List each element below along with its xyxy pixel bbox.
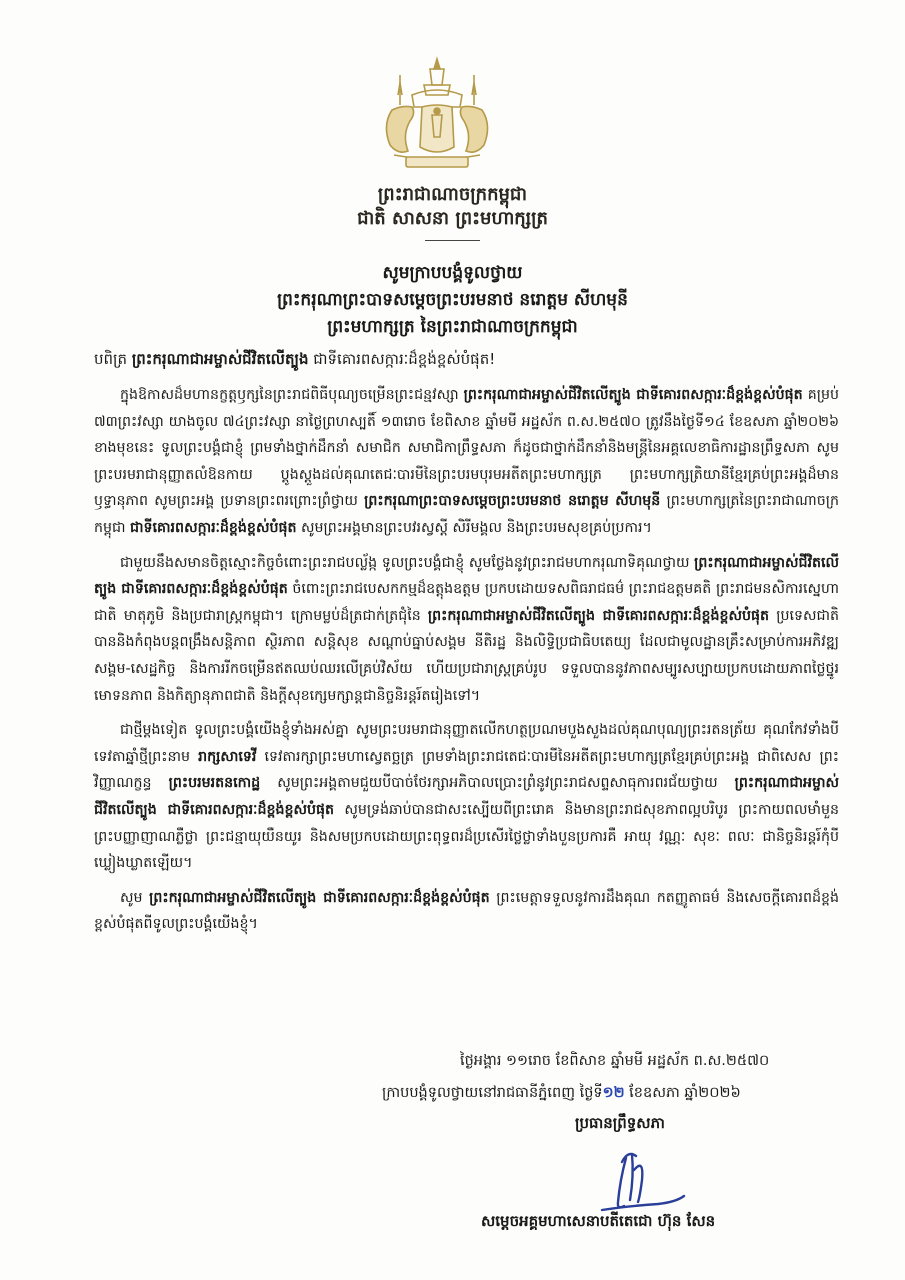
royal-title-text: ព្រះករុណាជាអម្ចាស់ជីវិតលើត្បូង ជាទីគោរពសក្ការៈដ៏ខ្ពង់ខ្ពស់បំផុត — [427, 607, 770, 624]
national-motto: ជាតិ សាសនា ព្រះមហាក្សត្រ — [357, 208, 548, 229]
body-text-run: សូមទ្រង់ឆាប់បានជាសះស្បើយពីព្រះរោគ និងមានព្រះរាជសុខភាពល្អបរិបូរ ព្រះកាយពលមាំមួន ព្រះបញ្ញាញាណភ្លឺថ្លា ព្រះជន្មាយុយឺនយូរ និងសមប្រកបដោយព្រះពុទ្ធពរដ៏ប្រសើរថ្លៃថ្លាទាំងបួនប្រការគឺ អាយុ វណ្ណៈ សុខៈ ពលៈ ជានិច្ចនិរន្តរ៍កុំបីឃ្លៀងឃ្លាតឡើយ។ — [94, 801, 839, 872]
royal-title-text: ព្រះករុណាជាអម្ចាស់ជីវិតលើត្បូង ជាទីគោរពសក្ការៈដ៏ខ្ពង់ខ្ពស់បំផុត — [463, 387, 803, 403]
handwritten-signature-icon — [598, 1140, 688, 1222]
paragraph-2 — [94, 550, 839, 710]
body-text-run: ជាមួយនឹងសមានចិត្តស្មោះកិច្ចចំពោះព្រះរាជបល្ល័ង្ក ទូលព្រះបង្គំជាខ្ញុំ សូមថ្លែងនូវព្រះរាជមហាករុណាទិគុណថ្វាយ — [120, 554, 695, 571]
paragraph-3 — [94, 717, 839, 877]
header-divider — [425, 240, 480, 241]
salutation-suffix: ជាទីគោរពសក្ការៈដ៏ខ្ពង់ខ្ពស់បំផុត! — [308, 350, 496, 368]
address-line-1: សូមក្រាបបង្គំទូលថ្វាយ — [382, 263, 523, 283]
place-date-suffix: ខែឧសភា ឆ្នាំ២០២៦ — [624, 1085, 741, 1101]
letter-body — [94, 382, 839, 946]
salutation-prefix: បពិត្រ — [94, 350, 132, 368]
handwritten-day: ១២ — [602, 1085, 625, 1101]
body-text-run: ចំពោះព្រះរាជបេសកកម្មដ៏ឧត្តុងឧត្តម ប្រកបដោយទសពិធរាជធម៌ ព្រះរាជឧត្តមគតិ ព្រះរាជមនសិការស្នេហាជាតិ មាតុភូមិ និងប្រជារាស្ត្រកម្ពុជា។ ក្រោមម្លប់ដ៏ត្រជាក់ត្រជុំនៃ — [94, 581, 839, 624]
signer-name: សម្តេចអគ្គមហាសេនាបតីតេជោ ហ៊ុន សែន — [481, 1212, 716, 1230]
salutation-royal-title: ព្រះករុណាជាអម្ចាស់ជីវិតលើត្បូង — [131, 350, 309, 368]
royal-title-text: រាក្សសាទេវី — [198, 748, 257, 765]
royal-title-text: ព្រះករុណាជាអម្ចាស់ជីវិតលើត្បូង ជាទីគោរពសក្ការៈដ៏ខ្ពង់ខ្ពស់បំផុត — [94, 775, 839, 818]
body-text-run: ព្រះមហាក្សត្រនៃព្រះរាជាណាចក្រកម្ពុជា — [94, 493, 839, 536]
address-line-3: ព្រះមហាក្សត្រ នៃព្រះរាជាណាចក្រកម្ពុជា — [327, 317, 578, 337]
royal-title-text: ព្រះករុណាជាអម្ចាស់ជីវិតលើត្បូង ជាទីគោរពសក្ការៈដ៏ខ្ពង់ខ្ពស់បំផុត — [94, 554, 839, 598]
body-text-run: ព្រះមេត្តាទទួលនូវការដឹងគុណ កតញ្ញូតាធម៌ និងសេចក្តីគោរពដ៏ខ្ពង់ខ្ពស់បំផុតពីទូលព្រះបង្គំយើងខ្ញុំ។ — [94, 889, 839, 933]
body-text-run: សូមព្រះអង្គតាមជួយបីបាច់ថែរក្សាអភិបាលប្រោះព្រំនូវព្រះរាជសព្ទសាធុការពរជ័យថ្វាយ — [260, 775, 735, 792]
royal-coat-of-arms-icon — [372, 55, 502, 175]
body-text-run: គម្រប់ ៧៣ព្រះវស្សា យាងចូល ៧៤ព្រះវស្សា នាថ្ងៃព្រហស្បតិ៍ ១៣រោច ខែពិសាខ ឆ្នាំមមី អដ្ឋស័ក ព.ស.២៥៧០ ត្រូវនឹងថ្ងៃទី១៤ ខែឧសភា ឆ្នាំ២០២៦ ខាងមុខនេះ ទូលព្រះបង្គំជាខ្ញុំ ព្រមទាំងថ្នាក់ដឹកនាំ សមាជិក សមាជិកាព្រឹទ្ធសភា ក៏ដូចជាថ្នាក់ដឹកនាំនិងមន្ត្រីនៃអគ្គលេខាធិការដ្ឋានព្រឹទ្ធសភា សូមព្រះបរមរាជានុញ្ញាតលំឱនកាយ ប្តូងស្តួងដល់គុណតេជៈបារមីនៃព្រះបរមបុរមអតីតព្រះមហាក្សត្រ ព្រះមហាក្សត្រិយានីខ្មែរគ្រប់ព្រះអង្គដ៏មានឫទ្ធានុភាព សូមព្រះអង្គ ប្រទានព្រះពរព្រោះព្រំថ្វាយ — [94, 387, 839, 510]
body-text-run: សូមព្រះអង្គមានព្រះបវរស្វស្តី សិរីមង្គល និងព្រះបរមសុខគ្រប់ប្រការ។ — [296, 519, 652, 536]
kingdom-title: ព្រះរាជាណាចក្រកម្ពុជា — [377, 184, 528, 205]
royal-title-text: ព្រះករុណាព្រះបាទសម្តេចព្រះបរមនាថ នរោត្តម សីហមុនី — [364, 493, 661, 510]
paragraph-1 — [94, 382, 839, 542]
address-line-2: ព្រះករុណាព្រះបាទសម្តេចព្រះបរមនាថ នរោត្តម សីហមុនី — [277, 290, 628, 310]
royal-title-text: ព្រះករុណាជាអម្ចាស់ជីវិតលើត្បូង ជាទីគោរពសក្ការៈដ៏ខ្ពង់ខ្ពស់បំផុត — [149, 889, 490, 906]
body-text-run: ទេវតារក្សាព្រះមហាស្វេតច្ឆត្រ ព្រមទាំងព្រះរាជតេជៈបារមីនៃអតីតព្រះមហាក្សត្រខ្មែរគ្រប់ព្រះអង្គ ជាពិសេស ព្រះវិញ្ញាណក្ខន្ធ — [94, 748, 839, 792]
lunar-date: ថ្ងៃអង្គារ ១១រោច ខែពិសាខ ឆ្នាំមមី អដ្ឋស័ក ព.ស.២៥៧០ — [460, 1053, 770, 1069]
royal-title-text: ព្រះបរមរតនកោដ្ឋ — [168, 775, 261, 792]
place-date — [382, 1084, 842, 1105]
place-date-prefix: ក្រាបបង្គំទូលថ្វាយនៅរាជធានីភ្នំពេញ ថ្ងៃទី — [382, 1085, 603, 1101]
body-text-run: សូម — [120, 889, 150, 906]
paragraph-4 — [94, 885, 839, 938]
body-text-run: ក្នុងឱកាសដ៏មហានក្ខត្តឫក្សនៃព្រះរាជពិធីបុណ្យចម្រើនព្រះជន្មវស្សា — [120, 387, 464, 403]
body-text-run: ប្រទេសជាតិបាននិងកំពុងបន្តពង្រឹងសន្តិភាព ស្ថិរភាព សន្តិសុខ សណ្តាប់ធ្នាប់សង្គម នីតិរដ្ឋ និងលិទ្ធិប្រជាធិបតេយ្យ ដែលជាមូលដ្ឋានគ្រឹះសម្រាប់ការអភិវឌ្ឍសង្គម-សេដ្ឋកិច្ច និងការរីកចម្រើនឥតឈប់ឈរលើគ្រប់វិស័យ ហើយប្រជារាស្ត្រគ្រប់រូប ទទួលបាននូវភាពសម្បូរសប្បាយប្រកបដោយភាពថ្លៃថ្នូរ មោទនភាព និងកិត្យានុភាពជាតិ និងក្តីសុខក្សេមក្សាន្តជានិច្ចនិរន្តរ៍តរៀងទៅ។ — [94, 607, 839, 704]
salutation — [94, 350, 834, 372]
signer-title: ប្រធានព្រឹទ្ធសភា — [575, 1114, 665, 1132]
royal-title-text: ជាទីគោរពសក្ការៈដ៏ខ្ពង់ខ្ពស់បំផុត — [130, 519, 297, 536]
body-text-run: ជាថ្មីម្តងទៀត ទូលព្រះបង្គំយើងខ្ញុំទាំងអស់គ្នា សូមព្រះបរមរាជានុញ្ញាតលើកហត្ថប្រណមបួងសួងដល់គុណបុណ្យព្រះរតនត្រ័យ គុណកែវទាំងបី ទេវតាឆ្នាំថ្មីព្រះនាម — [94, 722, 839, 765]
